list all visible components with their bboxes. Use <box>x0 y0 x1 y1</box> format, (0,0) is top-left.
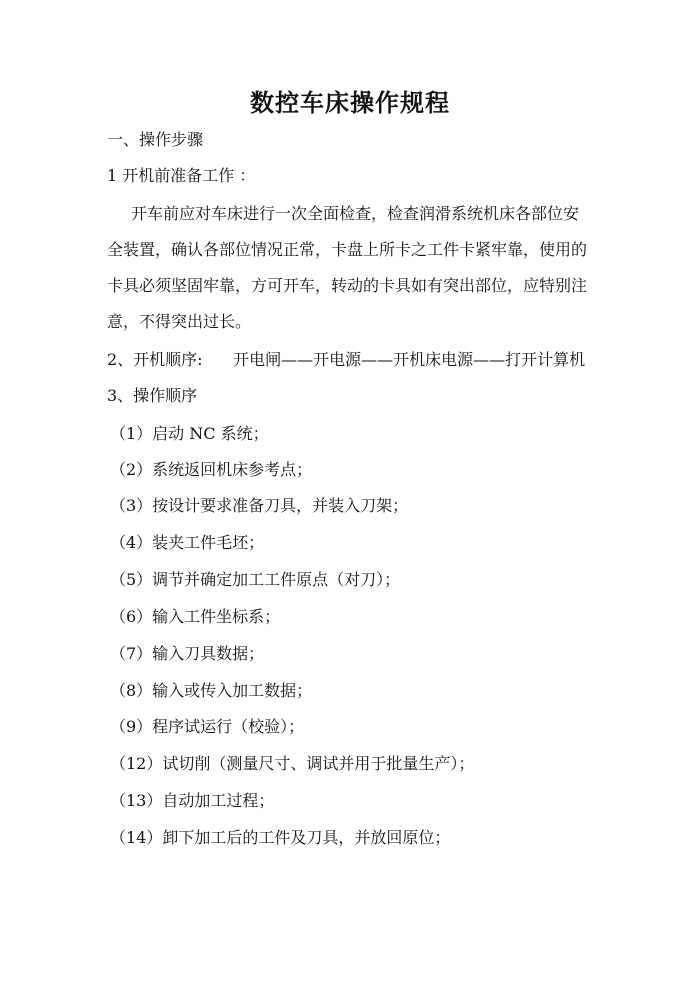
operation-step: （5）调节并确定加工工件原点（对刀）； <box>110 570 401 589</box>
operation-step: （6）输入工件坐标系； <box>110 607 281 626</box>
preparation-paragraph <box>107 196 603 340</box>
section-heading-steps: 一、操作步骤 <box>107 130 204 149</box>
operation-step: （2）系统返回机床参考点； <box>110 460 313 479</box>
startup-sequence-line: 2、开机顺序: 开电闸——开电源——开机床电源——打开计算机 <box>107 350 586 369</box>
operation-step: （9）程序试运行（校验）； <box>110 717 305 736</box>
paragraph-line: 全装置，确认各部位情况正常，卡盘上所卡之工件卡紧牢靠，使用的 <box>107 240 588 259</box>
operation-step: （13）自动加工过程； <box>110 791 275 810</box>
operation-step: （7）输入刀具数据； <box>110 644 265 663</box>
paragraph-line: 开车前应对车床进行一次全面检查，检查润滑系统机床各部位安 <box>131 204 580 223</box>
paragraph-line: 卡具必须坚固牢靠，方可开车，转动的卡具如有突出部位，应特别注 <box>107 276 588 295</box>
document-title: 数控车床操作规程 <box>250 88 450 117</box>
paragraph-line: 意，不得突出过长。 <box>107 312 252 331</box>
item-heading-operation-sequence: 3、操作顺序 <box>107 386 198 405</box>
operation-step: （12）试切削（测量尺寸、调试并用于批量生产）； <box>110 754 475 773</box>
operation-step: （8）输入或传入加工数据； <box>110 681 313 700</box>
operation-step: （1）启动 NC 系统； <box>110 424 269 443</box>
operation-step: （3）按设计要求准备刀具，并装入刀架； <box>110 496 409 515</box>
operation-step: （14）卸下加工后的工件及刀具，并放回原位； <box>110 828 451 847</box>
item-heading-preparation: 1 开机前准备工作 ： <box>107 166 256 185</box>
operation-step: （4）装夹工件毛坯； <box>110 533 265 552</box>
